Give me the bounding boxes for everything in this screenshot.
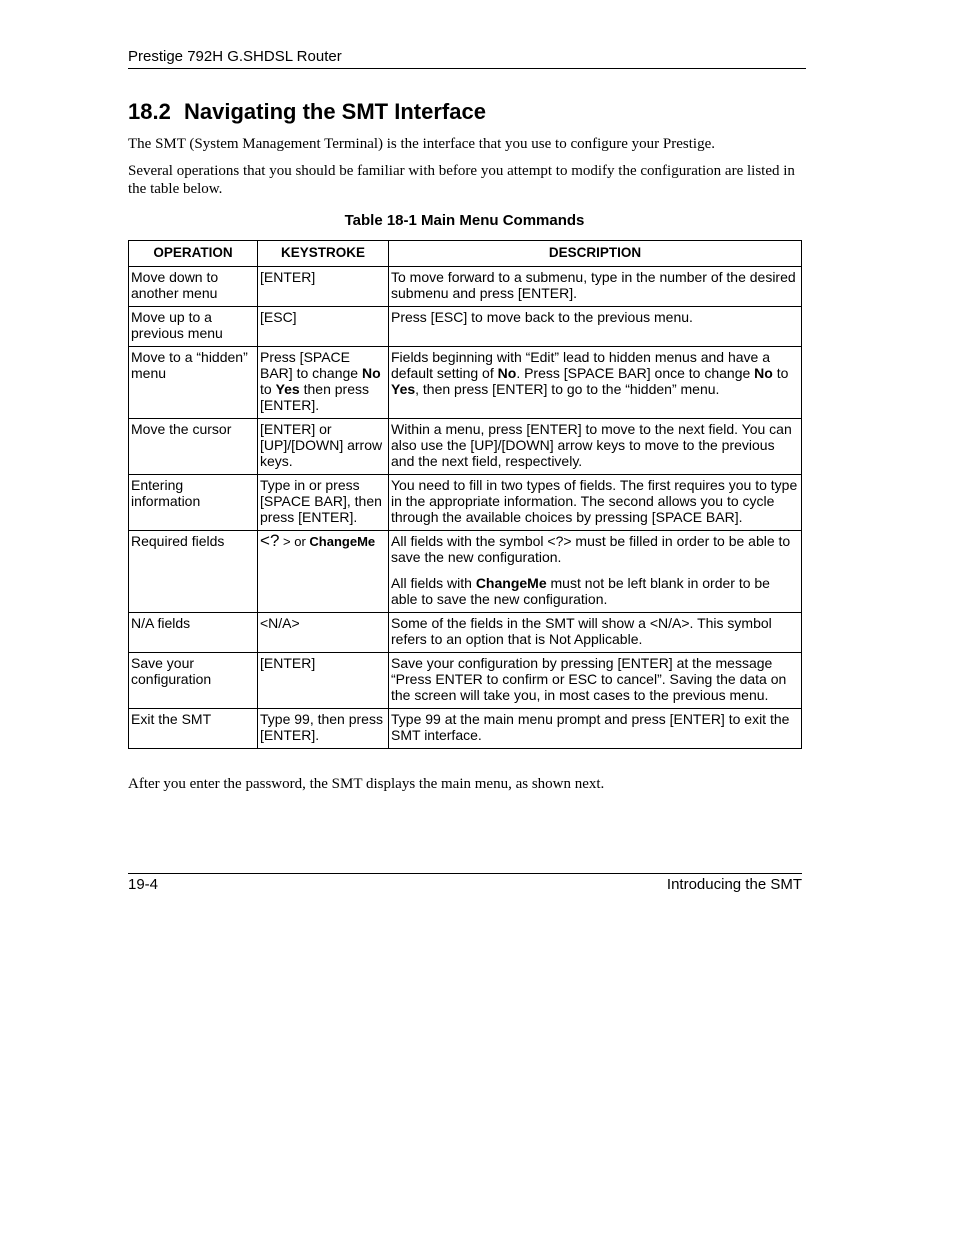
cell-operation: Move up to a previous menu <box>129 307 258 347</box>
cell-keystroke: [ENTER] or [UP]/[DOWN] arrow keys. <box>258 419 389 475</box>
page-header <box>128 47 806 69</box>
cell-description: Fields beginning with “Edit” lead to hidden menus and have a default setting of No. Press [SPACE BAR] once to change No to Yes, then press [ENTER] to go to the “hidden” menu. <box>389 347 802 419</box>
cell-description: Within a menu, press [ENTER] to move to the next field. You can also use the [UP]/[DOWN] arrow keys to move to the previous and the next field, respectively. <box>389 419 802 475</box>
footer-page-number: 19-4 <box>128 876 159 893</box>
cell-operation: Move to a “hidden” menu <box>129 347 258 419</box>
cell-keystroke: [ENTER] <box>258 267 389 307</box>
cell-operation: Move the cursor <box>129 419 258 475</box>
table-row <box>129 531 802 613</box>
cell-description: Press [ESC] to move back to the previous menu. <box>389 307 802 347</box>
cell-keystroke: <N/A> <box>258 613 389 653</box>
section-heading <box>128 99 486 125</box>
table-row <box>129 653 802 709</box>
cell-description: Type 99 at the main menu prompt and press [ENTER] to exit the SMT interface. <box>389 709 802 749</box>
changeme-note: All fields with ChangeMe must not be left blank in order to be able to save the new configuration. <box>391 575 770 607</box>
cell-operation: Move down to another menu <box>129 267 258 307</box>
cell-description <box>389 531 802 613</box>
cell-keystroke: Type in or press [SPACE BAR], then press [ENTER]. <box>258 475 389 531</box>
operations-paragraph: Several operations that you should be familiar with before you attempt to modify the configuration are listed in the table below. <box>128 163 795 197</box>
header-keystroke: KEYSTROKE <box>258 241 389 267</box>
cell-description: You need to fill in two types of fields. The first requires you to type in the appropriate information. The second allows you to cycle through the available choices by pressing [SPACE BAR]. <box>389 475 802 531</box>
required-symbol-note: All fields with the symbol <?> must be filled in order to be able to save the new configuration. <box>391 533 791 565</box>
table-row <box>129 347 802 419</box>
header-operation: OPERATION <box>129 241 258 267</box>
cell-operation: Entering information <box>129 475 258 531</box>
page-footer <box>128 873 802 896</box>
cell-operation: Save your configuration <box>129 653 258 709</box>
main-menu-commands-table <box>128 240 802 749</box>
header-title: Prestige 792H G.SHDSL Router <box>128 48 342 65</box>
table-header-row <box>129 241 802 267</box>
cell-operation: Exit the SMT <box>129 709 258 749</box>
after-table-paragraph: After you enter the password, the SMT displays the main menu, as shown next. <box>128 776 605 792</box>
table-row <box>129 709 802 749</box>
table-row <box>129 419 802 475</box>
cell-keystroke: Press [SPACE BAR] to change No to Yes then press [ENTER]. <box>258 347 389 419</box>
cell-description: To move forward to a submenu, type in the number of the desired submenu and press [ENTER]. <box>389 267 802 307</box>
cell-description: Some of the fields in the SMT will show a <N/A>. This symbol refers to an option that is Not Applicable. <box>389 613 802 653</box>
table-row <box>129 475 802 531</box>
section-number: 18.2 <box>128 99 171 124</box>
cell-keystroke: [ESC] <box>258 307 389 347</box>
table-caption: Table 18-1 Main Menu Commands <box>344 212 585 229</box>
header-description: DESCRIPTION <box>389 241 802 267</box>
cell-keystroke: Type 99, then press [ENTER]. <box>258 709 389 749</box>
section-title: Navigating the SMT Interface <box>184 99 486 124</box>
intro-paragraph: The SMT (System Management Terminal) is the interface that you use to configure your Prestige. <box>128 136 715 152</box>
cell-keystroke: [ENTER] <box>258 653 389 709</box>
table-row <box>129 267 802 307</box>
cell-operation: Required fields <box>129 531 258 613</box>
table-row <box>129 307 802 347</box>
footer-chapter: Introducing the SMT <box>666 876 802 893</box>
cell-keystroke: <? > or ChangeMe <box>258 531 389 613</box>
cell-description: Save your configuration by pressing [ENTER] at the message “Press ENTER to confirm or ESC to cancel”. Saving the data on the screen will take you, in most cases to the previous menu. <box>389 653 802 709</box>
cell-operation: N/A fields <box>129 613 258 653</box>
table-row <box>129 613 802 653</box>
